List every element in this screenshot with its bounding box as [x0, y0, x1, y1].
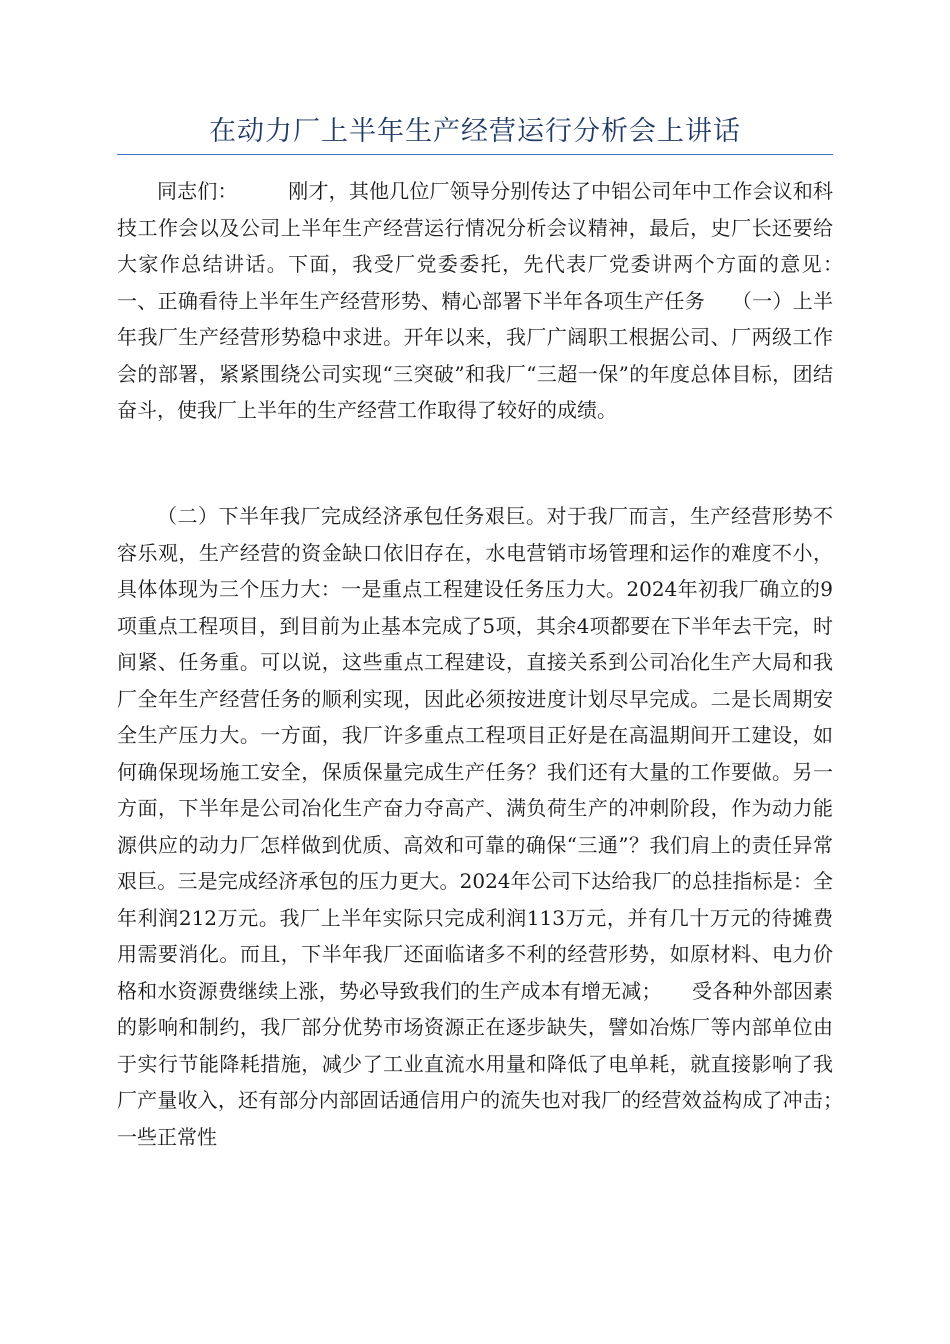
paragraph-1: 同志们： 刚才，其他几位厂领导分别传达了中铝公司年中工作会议和科技工作会以及公司上半年生产经营运行情况分析会议精神，最后，史厂长还要给大家作总结讲话。下面，我受厂党委委托，先代表厂党委讲两个方面的意见： 一、正确看待上半年生产经营形势、精心部署下半年各项生产任务 （一）上半年我厂生产经营形势稳中求进。开年以来，我厂广阔职工根据公司、厂两级工作会的部署，紧紧围绕公司实现“三突破”和我厂“三超一保”的年度总体目标，团结奋斗，使我厂上半年的生产经营工作取得了较好的成绩。 — [117, 179, 893, 422]
paragraph-2: （二）下半年我厂完成经济承包任务艰巨。对于我厂而言，生产经营形势不容乐观，生产经营的资金缺口依旧存在，水电营销市场管理和运作的难度不小，具体体现为三个压力大：一是重点工程建设任务压力大。2024年初我厂确立的9项重点工程项目，到目前为止基本完成了5项，其余4项都要在下半年去干完，时间紧、任务重。可以说，这些重点工程建设，直接关系到公司冶化生产大局和我厂全年生产经营任务的顺利实现，因此必须按进度计划尽早完成。二是长周期安全生产压力大。一方面，我厂许多重点工程项目正好是在高温期间开工建设，如何确保现场施工安全，保质保量完成生产任务？我们还有大量的工作要做。另一方面，下半年是公司冶化生产奋力夺高产、满负荷生产的冲刺阶段，作为动力能源供应的动力厂怎样做到优质、高效和可靠的确保“三通”？我们肩上的责任异常艰巨。三是完成经济承包的压力更大。2024年公司下达给我厂的总挂指标是：全年利润212万元。我厂上半年实际只完成利润113万元，并有几十万元的待摊费用需要消化。而且，下半年我厂还面临诸多不利的经营形势，如原材料、电力价格和水资源费继续上涨，势必导致我们的生产成本有增无减； 受各种外部因素的影响和制约，我厂部分优势市场资源正在逐步缺失，譬如冶炼厂等内部单位由于实行节能降耗措施，减少了工业直流水用量和降低了电单耗，就直接影响了我厂产量收入，还有部分内部固话通信用户的流失也对我厂的经营效益构成了冲击； 一些正常性 — [117, 504, 873, 1149]
title-underline — [117, 154, 833, 155]
document-title: 在动力厂上半年生产经营运行分析会上讲话 — [209, 116, 741, 147]
